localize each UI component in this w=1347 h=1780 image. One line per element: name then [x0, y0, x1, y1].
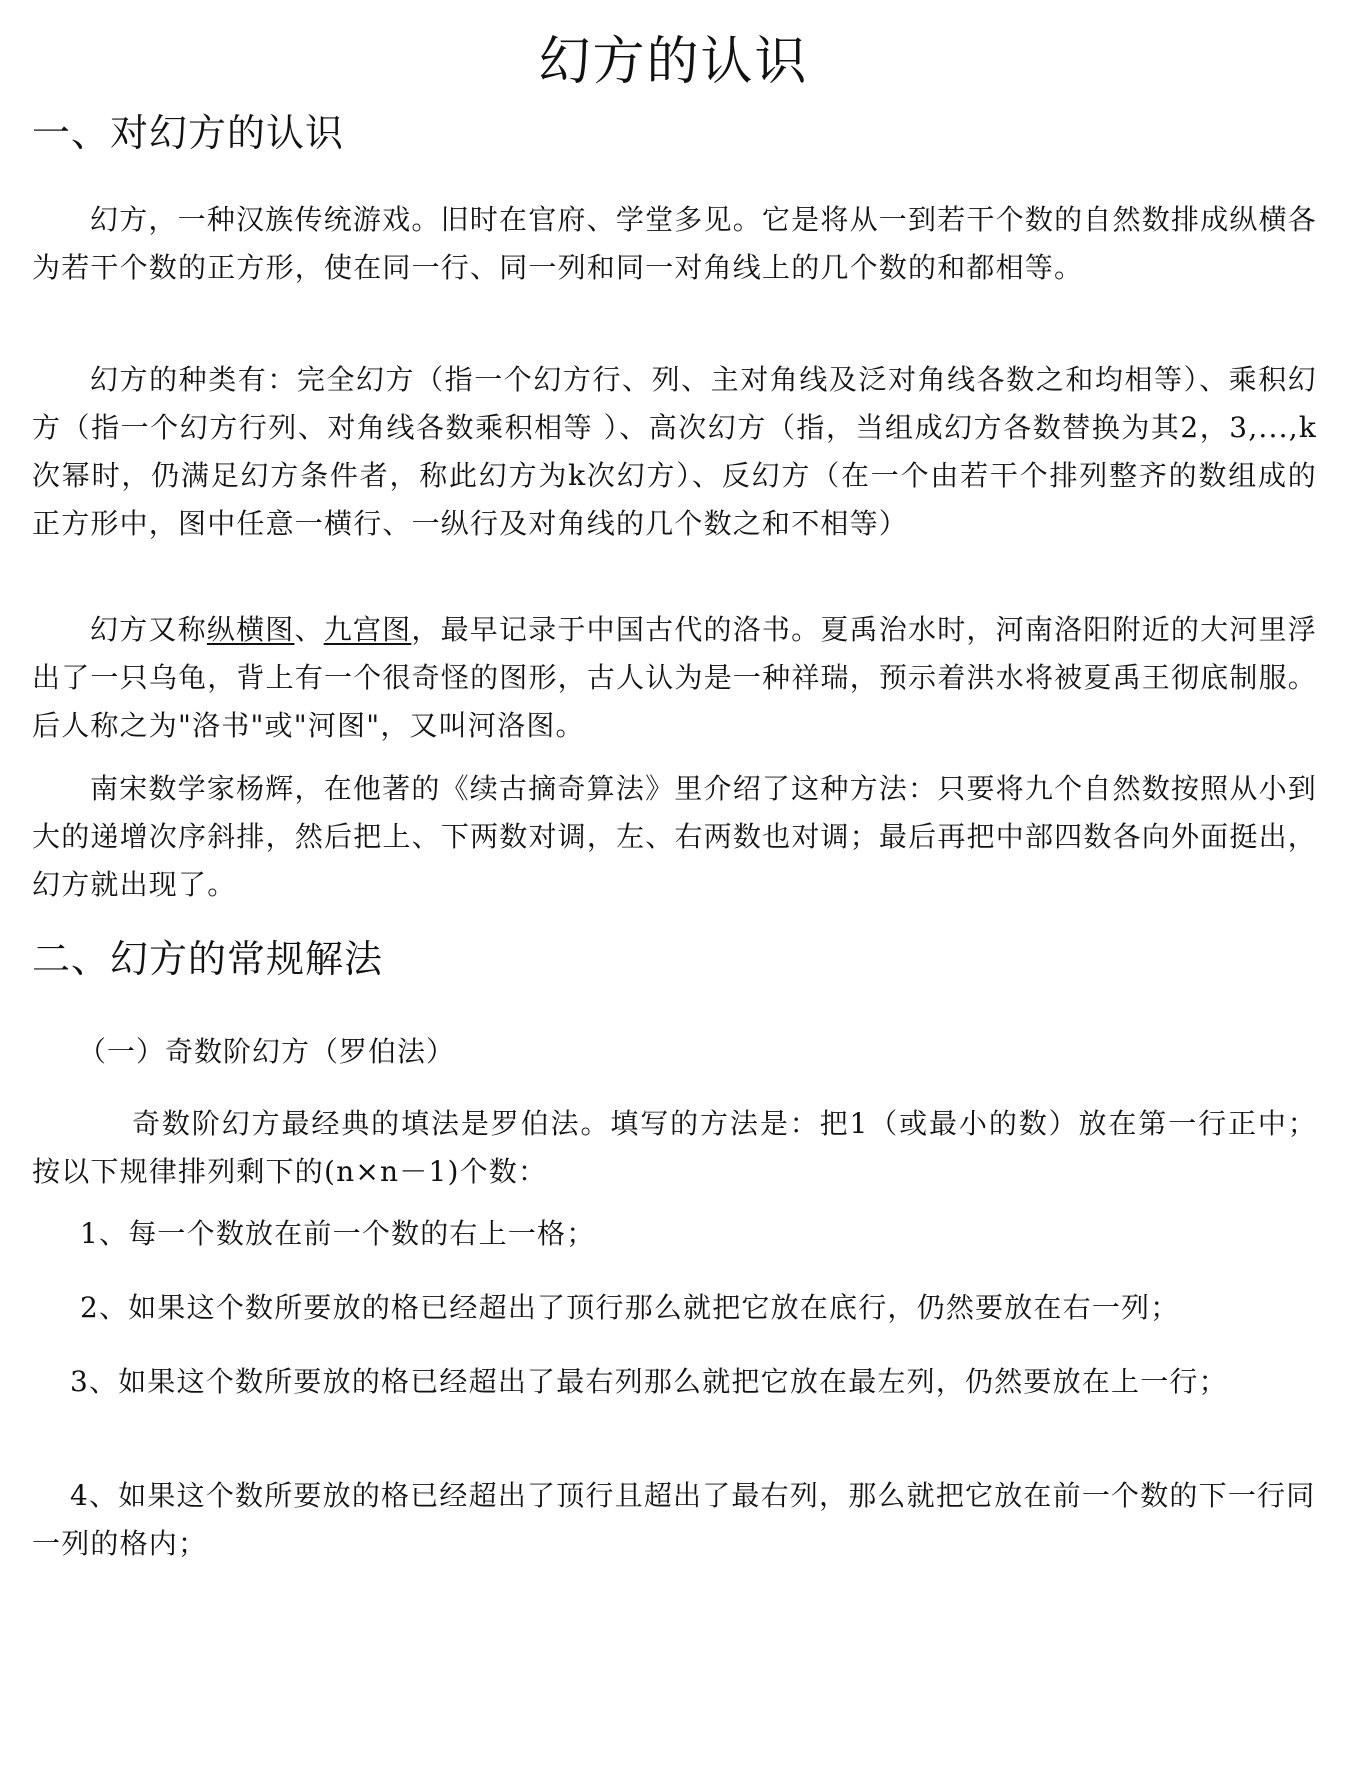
- page-title: 幻方的认识: [538, 32, 809, 92]
- link-jiugongtu[interactable]: 九宫图: [323, 613, 412, 646]
- rule-3: 3、如果这个数所要放的格已经超出了最右列那么就把它放在最左列，仍然要放在上一行；: [70, 1365, 1228, 1398]
- paragraph-luobo-method: 奇数阶幻方最经典的填法是罗伯法。填写的方法是：把1（或最小的数）放在第一行正中； 按以下规律排列剩下的(n×n－1)个数：: [32, 1107, 1317, 1188]
- rule-1: 1、每一个数放在前一个数的右上一格；: [80, 1217, 596, 1250]
- para3-pre: 幻方又称: [90, 613, 207, 646]
- link-zonghengtu[interactable]: 纵横图: [206, 613, 295, 646]
- paragraph-types: 幻方的种类有：完全幻方（指一个幻方行、列、主对角线及泛对角线各数之和均相等）、乘积幻方（指一个幻方行列、对角线各数乘积相等 ）、高次幻方（指，当组成幻方各数替换为其2，3,...,k次幂时，仍满足幻方条件者，称此幻方为k次幻方）、反幻方（在一个由若干个排列整齐的数组成的正方形中，图中任意一横行、一纵行及对角线的几个数之和不相等）: [32, 363, 1317, 540]
- rule-4: 4、如果这个数所要放的格已经超出了顶行且超出了最右列，那么就把它放在前一个数的下一行同一列的格内；: [32, 1479, 1316, 1560]
- section-heading-2: 二、幻方的常规解法: [32, 937, 384, 981]
- rule-2: 2、如果这个数所要放的格已经超出了顶行那么就把它放在底行，仍然要放在右一列；: [80, 1291, 1180, 1324]
- para3-mid: 、: [294, 613, 324, 646]
- paragraph-intro: 幻方，一种汉族传统游戏。旧时在官府、学堂多见。它是将从一到若干个数的自然数排成纵横各为若干个数的正方形，使在同一行、同一列和同一对角线上的几个数的和都相等。: [32, 203, 1317, 284]
- subheading-odd-order: （一）奇数阶幻方（罗伯法）: [78, 1035, 456, 1068]
- para3-post: ，最早记录于中国古代的洛书。夏禹治水时，河南洛阳附近的大河里浮出了一只乌龟，背上有一个很奇怪的图形，古人认为是一种祥瑞，预示着洪水将被夏禹王彻底制服。后人称之为"洛书"或"河图"，又叫河洛图。: [32, 613, 1317, 742]
- section-heading-1: 一、对幻方的认识: [32, 111, 345, 155]
- paragraph-yanghui: 南宋数学家杨辉，在他著的《续古摘奇算法》里介绍了这种方法：只要将九个自然数按照从小到大的递增次序斜排，然后把上、下两数对调，左、右两数也对调；最后再把中部四数各向外面挺出，幻方就出现了。: [32, 772, 1317, 901]
- paragraph-luoshu: [32, 606, 1317, 750]
